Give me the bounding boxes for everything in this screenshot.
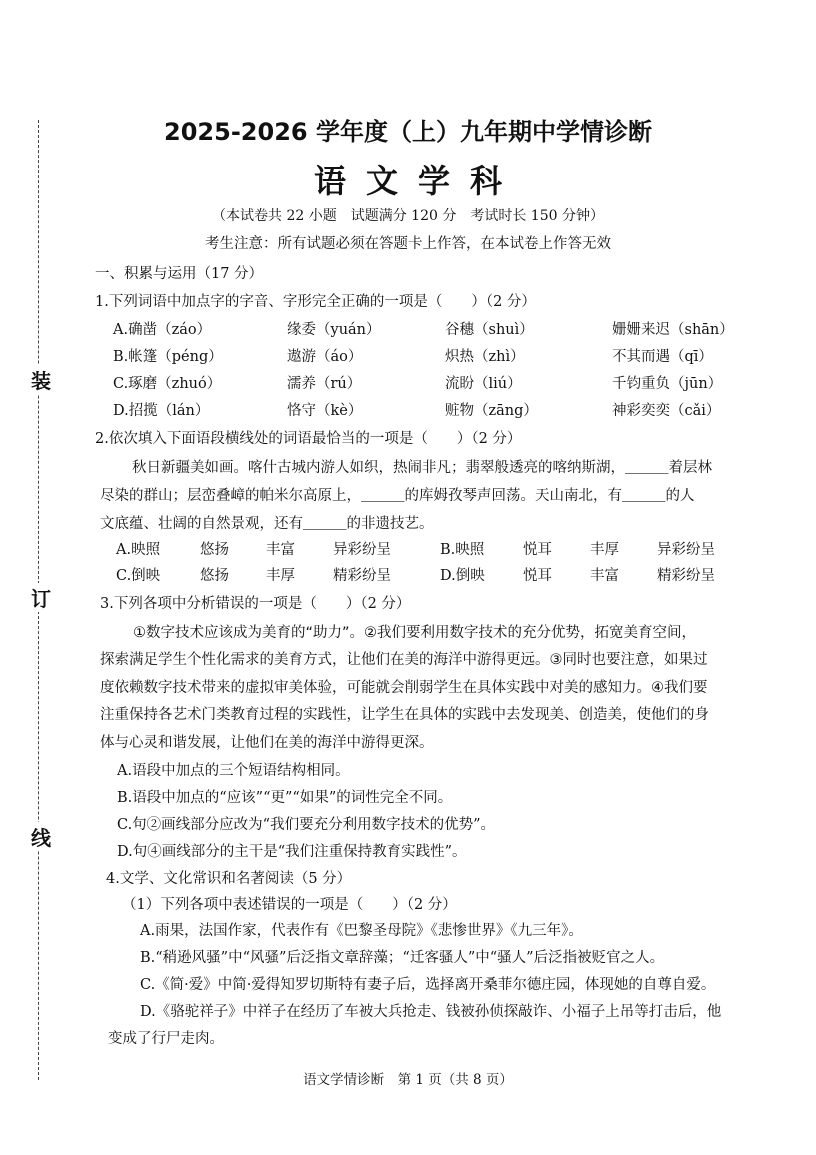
- q3-option: D.句④画线部分的主干是“我们注重保持教育实践性”。: [117, 844, 467, 860]
- q3-option: B.语段中加点的“应该”“更”“如果”的词性完全不同。: [117, 790, 453, 806]
- subject-title: 语文学科: [313, 162, 522, 200]
- q1-option: 千钧重负（jūn）: [612, 376, 723, 392]
- q3-passage-line: 体与心灵和谐发展，让他们在美的海洋中游得更深。: [100, 735, 434, 751]
- q2-option: C.倒映: [116, 568, 161, 584]
- q1-option: 濡养（rú）: [287, 376, 362, 392]
- q4-sub1-stem: （1）下列各项中表述错误的一项是（ ）（2 分）: [122, 897, 457, 913]
- q4-sub1-option: D.《骆驼祥子》中祥子在经历了车被大兵抢走、钱被孙侦探敲诈、小福子上吊等打击后，他: [140, 1004, 722, 1020]
- q3-passage-line: 度依赖数字技术带来的虚拟审美体验，可能就会削弱学生在具体实践中对美的感知力。④我们要: [100, 680, 708, 696]
- q2-option: A.映照: [116, 542, 161, 558]
- binding-char-xian: 线: [30, 822, 52, 851]
- q1-option: 谷穗（shuì）: [445, 322, 534, 338]
- q1-option: 姗姗来迟（shān）: [612, 322, 734, 338]
- exam-notice: 考生注意：所有试题必须在答题卡上作答，在本试卷上作答无效: [205, 236, 611, 252]
- q2-option: 精彩纷呈: [333, 568, 391, 584]
- q1-option: 赃物（zāng）: [445, 403, 538, 419]
- q2-option: 丰富: [590, 568, 619, 584]
- q2-option: D.倒映: [440, 568, 485, 584]
- q4-sub1-option: C.《简·爱》中简·爱得知罗切斯特有妻子后，选择离开桑菲尔德庄园，体现她的自尊自爱。: [140, 977, 716, 993]
- q3-stem: 3.下列各项中分析错误的一项是（ ）（2 分）: [100, 596, 411, 612]
- section-heading: 一、积累与运用（17 分）: [95, 266, 264, 282]
- q3-option: A.语段中加点的三个短语结构相同。: [117, 763, 350, 779]
- q1-option: 流盼（liú）: [445, 376, 522, 392]
- q3-passage-line: 探索满足学生个性化需求的美育方式，让他们在美的海洋中游得更远。③同时也要注意，如果过: [100, 652, 708, 668]
- q1-option: B.帐篷（péng）: [113, 349, 223, 365]
- q4-sub1-option: B.“稍逊风骚”中“风骚”后泛指文章辞藻；“迁客骚人”中“骚人”后泛指被贬官之人。: [140, 950, 665, 966]
- q1-option: C.琢磨（zhuó）: [113, 376, 222, 392]
- q4-sub1-option-continued: 变成了行尸走肉。: [108, 1031, 224, 1047]
- q2-passage-line: 文底蕴、壮阔的自然景观，还有＿＿＿的非遗技艺。: [100, 516, 434, 532]
- q2-option: 悠扬: [200, 542, 229, 558]
- page-footer: 语文学情诊断 第 1 页（共 8 页）: [303, 1072, 513, 1088]
- q1-option: 不其而遇（qī）: [612, 349, 713, 365]
- q2-option: 精彩纷呈: [657, 568, 715, 584]
- q2-option: 悦耳: [523, 542, 552, 558]
- binding-char-zhuang: 装: [30, 365, 52, 394]
- q1-option: 恪守（kè）: [287, 403, 363, 419]
- exam-title: 2025-2026 学年度（上）九年期中学情诊断: [164, 118, 652, 146]
- q2-passage-line: 尽染的群山；层峦叠嶂的帕米尔高原上，＿＿＿的库姆孜琴声回荡。天山南北，有＿＿＿的人: [100, 488, 695, 504]
- q4-sub1-option: A.雨果，法国作家，代表作有《巴黎圣母院》《悲惨世界》《九三年》。: [140, 923, 583, 939]
- exam-info: （本试卷共 22 小题 试题满分 120 分 考试时长 150 分钟）: [212, 208, 604, 224]
- q2-option: 悠扬: [200, 568, 229, 584]
- q2-option: 丰厚: [590, 542, 619, 558]
- q1-stem: 1.下列词语中加点字的字音、字形完全正确的一项是（ ）（2 分）: [95, 294, 536, 310]
- q1-option: A.确凿（záo）: [113, 322, 212, 338]
- q3-passage-line: ①数字技术应该成为美育的“助力”。②我们要利用数字技术的充分优势，拓宽美育空间，: [133, 625, 697, 641]
- q2-passage-line: 秋日新疆美如画。喀什古城内游人如织，热闹非凡；翡翠般透亮的喀纳斯湖，＿＿＿着层林: [132, 460, 712, 476]
- q2-option: 丰富: [266, 542, 295, 558]
- q1-option: 神彩奕奕（cǎi）: [612, 403, 721, 419]
- q3-passage-line: 注重保持各艺术门类教育过程的实践性，让学生在具体的实践中去发现美、创造美，使他们的身: [100, 707, 709, 723]
- q2-option: 异彩纷呈: [333, 542, 391, 558]
- q2-option: B.映照: [440, 542, 485, 558]
- q1-option: 遨游（áo）: [287, 349, 363, 365]
- q2-option: 丰厚: [266, 568, 295, 584]
- q1-option: 炽热（zhì）: [445, 349, 525, 365]
- q1-option: 缘委（yuán）: [287, 322, 381, 338]
- q1-option: D.招揽（lán）: [113, 403, 210, 419]
- q2-option: 悦耳: [523, 568, 552, 584]
- q2-stem: 2.依次填入下面语段横线处的词语最恰当的一项是（ ）（2 分）: [95, 431, 522, 447]
- binding-char-ding: 订: [30, 583, 52, 612]
- q2-option: 异彩纷呈: [657, 542, 715, 558]
- q4-stem: 4.文学、文化常识和名著阅读（5 分）: [106, 871, 352, 887]
- q3-option: C.句②画线部分应改为“我们要充分利用数字技术的优势”。: [117, 817, 496, 833]
